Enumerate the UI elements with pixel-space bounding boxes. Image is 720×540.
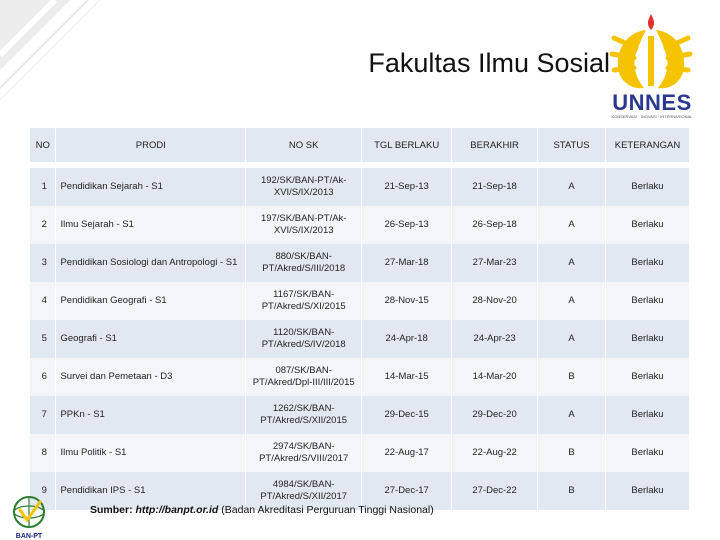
cell-no: 3 — [30, 244, 56, 282]
cell-tgl: 28-Nov-15 — [362, 282, 452, 320]
cell-sk: 1167/SK/BAN-PT/Akred/S/XI/2015 — [246, 282, 362, 320]
cell-keterangan: Berlaku — [605, 282, 689, 320]
footer-label: Sumber: — [90, 504, 133, 516]
cell-keterangan: Berlaku — [605, 358, 689, 396]
cell-tgl: 21-Sep-13 — [362, 168, 452, 206]
cell-sk: 1262/SK/BAN-PT/Akred/S/XII/2015 — [246, 396, 362, 434]
cell-no: 8 — [30, 434, 56, 472]
table-row — [30, 396, 690, 434]
cell-no: 5 — [30, 320, 56, 358]
cell-status: A — [538, 396, 606, 434]
cell-sk: 192/SK/BAN-PT/Ak-XVI/S/IX/2013 — [246, 168, 362, 206]
table-row — [30, 434, 690, 472]
cell-keterangan: Berlaku — [605, 434, 689, 472]
table-row — [30, 320, 690, 358]
cell-sk: 880/SK/BAN-PT/Akred/S/III/2018 — [246, 244, 362, 282]
table-row — [30, 244, 690, 282]
cell-status: A — [538, 320, 606, 358]
cell-status: B — [538, 358, 606, 396]
cell-keterangan: Berlaku — [605, 244, 689, 282]
footer-note: (Badan Akreditasi Perguruan Tinggi Nasional) — [221, 504, 434, 516]
header-tgl-berlaku: TGL BERLAKU — [362, 128, 452, 162]
cell-sk: 197/SK/BAN-PT/Ak-XVI/S/IX/2013 — [246, 206, 362, 244]
cell-keterangan: Berlaku — [605, 206, 689, 244]
cell-berakhir: 29-Dec-20 — [452, 396, 538, 434]
cell-prodi: Pendidikan Sosiologi dan Antropologi - S1 — [56, 244, 246, 282]
cell-keterangan: Berlaku — [605, 168, 689, 206]
header-no: NO — [30, 128, 56, 162]
cell-status: A — [538, 282, 606, 320]
logo-wordmark: UNNES — [612, 90, 692, 115]
banpt-logo-text: BAN-PT — [15, 533, 43, 540]
cell-keterangan: Berlaku — [605, 396, 689, 434]
cell-tgl: 14-Mar-15 — [362, 358, 452, 396]
cell-prodi: Geografi - S1 — [56, 320, 246, 358]
cell-prodi: PPKn - S1 — [56, 396, 246, 434]
table-row — [30, 206, 690, 244]
cell-berakhir: 14-Mar-20 — [452, 358, 538, 396]
corner-decoration — [0, 0, 120, 100]
footer-link[interactable]: http://banpt.or.id — [135, 504, 219, 516]
cell-sk: 4984/SK/BAN-PT/Akred/S/XII/2017 — [246, 472, 362, 510]
header-keterangan: KETERANGAN — [605, 128, 689, 162]
cell-status: A — [538, 244, 606, 282]
table-row — [30, 358, 690, 396]
header-berakhir: BERAKHIR — [452, 128, 538, 162]
cell-no: 9 — [30, 472, 56, 510]
cell-prodi: Pendidikan IPS - S1 — [56, 472, 246, 510]
cell-keterangan: Berlaku — [605, 472, 689, 510]
cell-status: A — [538, 168, 606, 206]
source-footer — [90, 504, 434, 516]
cell-berakhir: 22-Aug-22 — [452, 434, 538, 472]
logo-tagline: KONSERVASI · INOVASI · INTERNASIONAL — [611, 114, 693, 119]
cell-keterangan: Berlaku — [605, 320, 689, 358]
cell-tgl: 24-Apr-18 — [362, 320, 452, 358]
cell-sk: 1120/SK/BAN-PT/Akred/S/IV/2018 — [246, 320, 362, 358]
header-no-sk: NO SK — [246, 128, 362, 162]
cell-no: 1 — [30, 168, 56, 206]
cell-no: 7 — [30, 396, 56, 434]
cell-no: 2 — [30, 206, 56, 244]
header-status: STATUS — [538, 128, 606, 162]
cell-berakhir: 24-Apr-23 — [452, 320, 538, 358]
header-prodi: PRODI — [56, 128, 246, 162]
cell-tgl: 22-Aug-17 — [362, 434, 452, 472]
cell-status: B — [538, 472, 606, 510]
cell-tgl: 27-Dec-17 — [362, 472, 452, 510]
table-header-row — [30, 128, 690, 162]
cell-tgl: 29-Dec-15 — [362, 396, 452, 434]
cell-no: 6 — [30, 358, 56, 396]
cell-status: A — [538, 206, 606, 244]
cell-no: 4 — [30, 282, 56, 320]
table-row — [30, 168, 690, 206]
cell-status: B — [538, 434, 606, 472]
accreditation-table — [30, 128, 690, 510]
cell-tgl: 27-Mar-18 — [362, 244, 452, 282]
banpt-logo — [8, 494, 50, 540]
cell-prodi: Pendidikan Sejarah - S1 — [56, 168, 246, 206]
cell-prodi: Survei dan Pemetaan - D3 — [56, 358, 246, 396]
table-row — [30, 282, 690, 320]
cell-tgl: 26-Sep-13 — [362, 206, 452, 244]
cell-berakhir: 26-Sep-18 — [452, 206, 538, 244]
cell-prodi: Ilmu Sejarah - S1 — [56, 206, 246, 244]
cell-berakhir: 21-Sep-18 — [452, 168, 538, 206]
cell-prodi: Pendidikan Geografi - S1 — [56, 282, 246, 320]
cell-prodi: Ilmu Politik - S1 — [56, 434, 246, 472]
cell-berakhir: 27-Mar-23 — [452, 244, 538, 282]
page-title: Fakultas Ilmu Sosial — [368, 48, 610, 78]
cell-berakhir: 28-Nov-20 — [452, 282, 538, 320]
cell-berakhir: 27-Dec-22 — [452, 472, 538, 510]
cell-sk: 2974/SK/BAN-PT/Akred/S/VIII/2017 — [246, 434, 362, 472]
cell-sk: 087/SK/BAN-PT/Akred/Dpl-III/III/2015 — [246, 358, 362, 396]
